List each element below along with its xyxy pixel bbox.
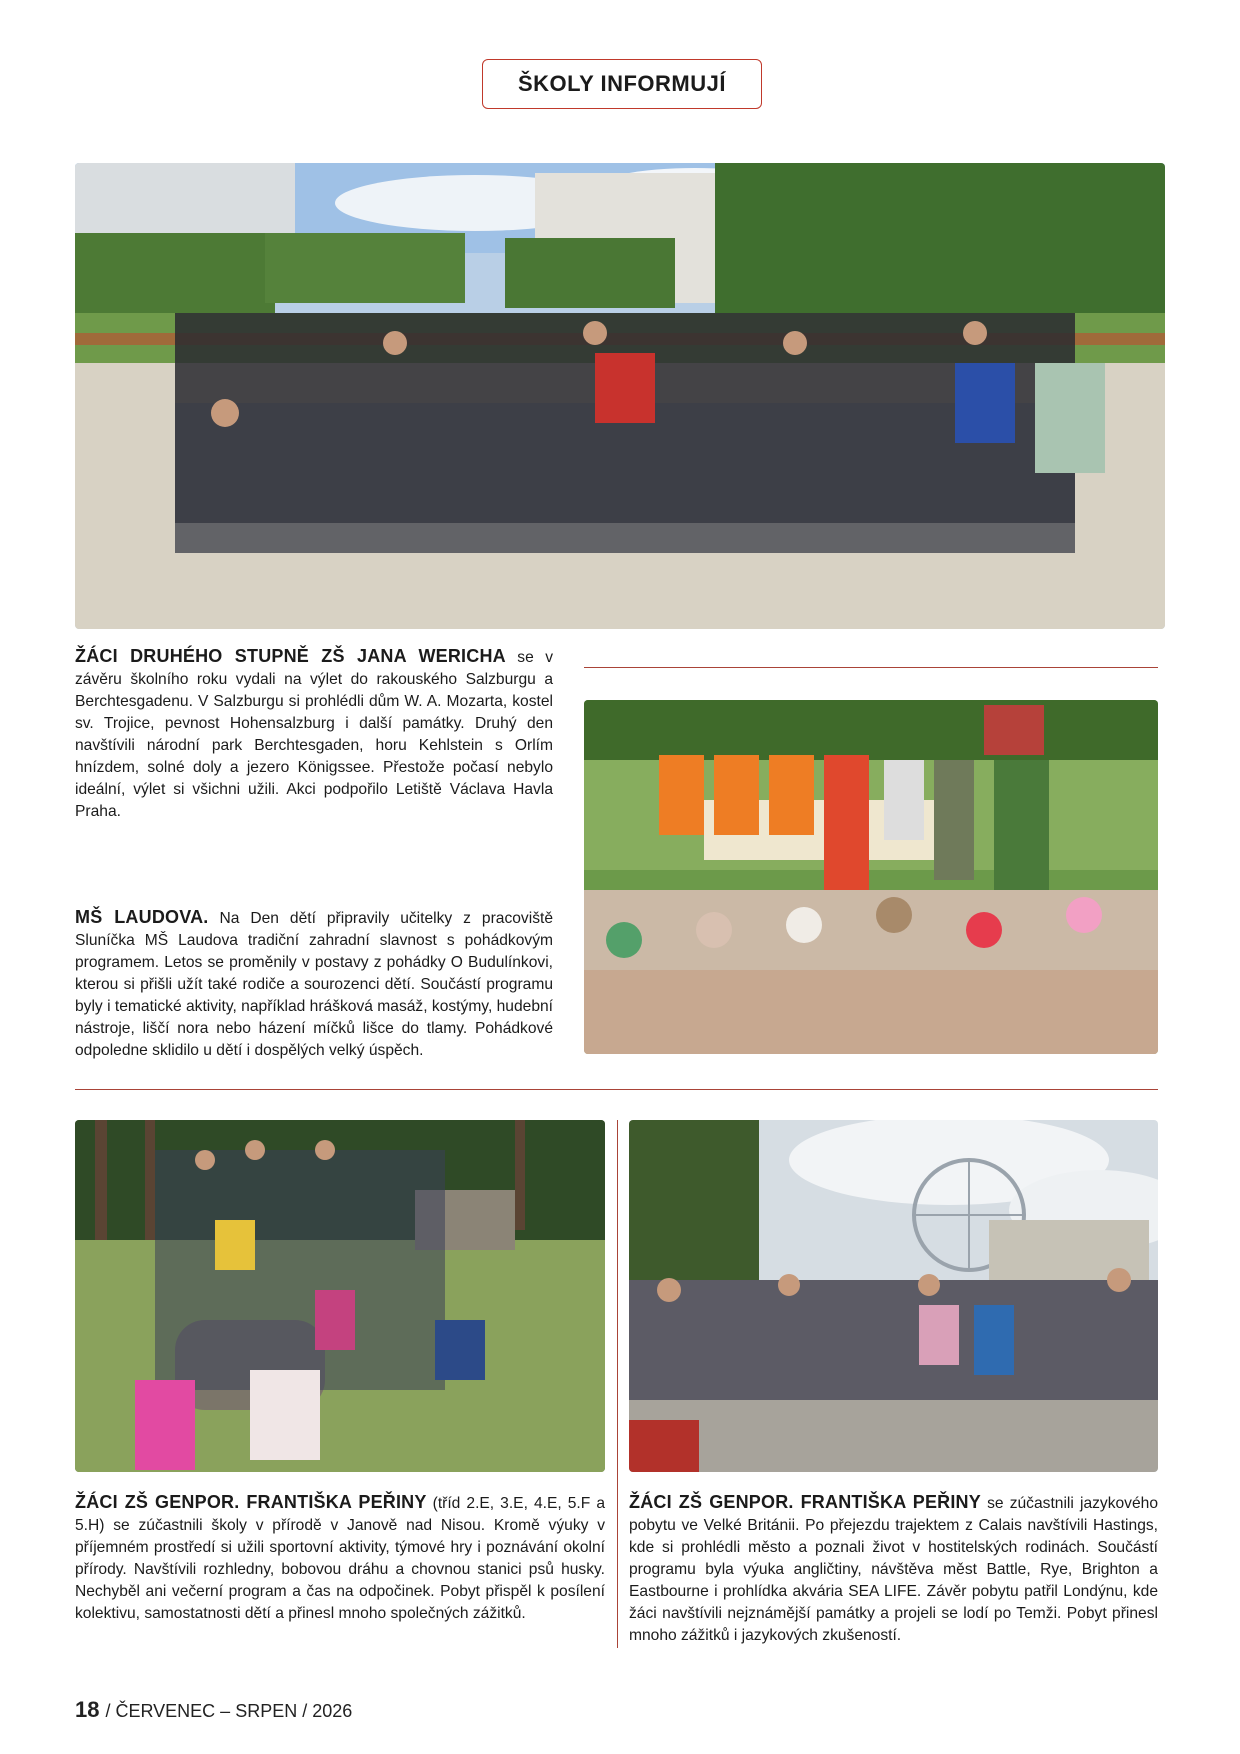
article-lead: ŽÁCI ZŠ GENPOR. FRANTIŠKA PEŘINY <box>629 1492 981 1512</box>
photo-janov-nature-school <box>75 1120 605 1472</box>
article-lead: MŠ LAUDOVA. <box>75 907 209 927</box>
section-title: ŠKOLY INFORMUJÍ <box>482 59 762 109</box>
photo-ms-laudova-celebration <box>584 700 1158 1054</box>
article-body: se zúčastnili jazykového pobytu ve Velké Británii. Po přejezdu trajektem z Calais navštívili Hastings, kde si prohlédli město a poznali život v hostitelských rodinách. Součástí programu byla výuka angličtiny, návštěva měst Battle, Rye, Brighton a Eastbourne i prohlídka akvária SEA LIFE. Závěr pobytu patřil Londýnu, kde žáci navštívili nejznámější památky a projeli se lodí po Temži. Pobyt přinesl mnoho zážitků i jazykových zkušeností. <box>629 1495 1158 1644</box>
issue-label: / ČERVENEC – SRPEN / 2026 <box>105 1701 353 1721</box>
article-lead: ŽÁCI DRUHÉHO STUPNĚ ZŠ JANA WERICHA <box>75 646 506 666</box>
photo-london-trip <box>629 1120 1158 1472</box>
column-divider <box>617 1120 618 1648</box>
article-perina-nature-school <box>75 1491 605 1625</box>
divider <box>75 1089 1158 1090</box>
article-body: se v závěru školního roku vydali na výlet do rakouského Salzburgu a Berchtesgadenu. V Salzburgu si prohlédli dům W. A. Mozarta, kostel sv. Trojice, pevnost Hohensalzburg i další památky. Druhý den navštívili národní park Berchtesgaden, horu Kehlstein s Orlím hnízdem, solné doly a jezero Königssee. Přestože počasí nebylo ideální, výlet si všichni užili. Akci podpořilo Letiště Václava Havla Praha. <box>75 649 553 820</box>
article-ms-laudova <box>75 906 553 1062</box>
divider <box>584 667 1158 668</box>
page-footer <box>75 1697 352 1723</box>
article-perina-language-trip <box>629 1491 1158 1647</box>
article-body: Na Den dětí připravily učitelky z pracoviště Sluníčka MŠ Laudova tradiční zahradní slavnost s pohádkovým programem. Letos se proměnily v postavy z pohádky O Budulínkovi, kterou si přišli užít také rodiče a sourozenci dětí. Součástí programu byly i tematické aktivity, například hrášková masáž, kostýmy, hudební nástroje, liščí nora nebo házení míčků lišce do tlamy. Pohádkové odpoledne sklidilo u dětí i dospělých velký úspěch. <box>75 910 553 1059</box>
page-number: 18 <box>75 1697 100 1722</box>
article-lead: ŽÁCI ZŠ GENPOR. FRANTIŠKA PEŘINY <box>75 1492 427 1512</box>
photo-salzburg-group <box>75 163 1165 629</box>
article-body: (tříd 2.E, 3.E, 4.E, 5.F a 5.H) se zúčastnili školy v přírodě v Janově nad Nisou. Kromě výuky v příjemném prostředí si užili sportovní aktivity, týmové hry i poznávání okolní přírody. Navštívili rozhledny, bobovou dráhu a chovnou stanici psů husky. Nechyběl ani večerní program a čas na odpočinek. Pobyt přispěl k posílení kolektivu, samostatnosti dětí a přinesl mnoho společných zážitků. <box>75 1495 605 1622</box>
article-werich-trip <box>75 645 553 823</box>
